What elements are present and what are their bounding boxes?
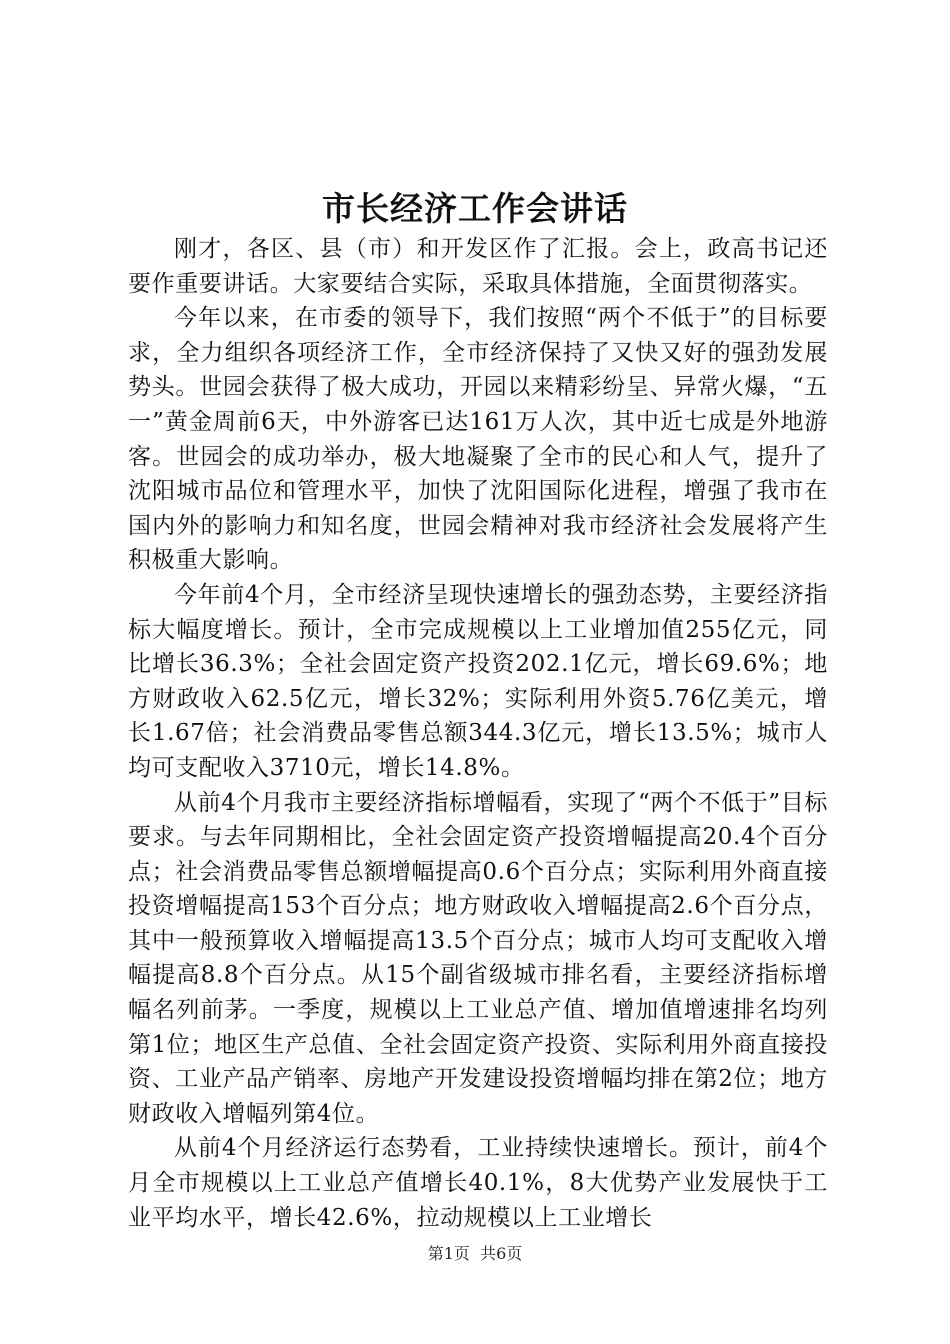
page-number: 第1页 bbox=[427, 1244, 470, 1263]
page-total: 共6页 bbox=[480, 1244, 523, 1263]
page-footer bbox=[0, 1242, 950, 1266]
paragraph: 刚才，各区、县（市）和开发区作了汇报。会上，政高书记还要作重要讲话。大家要结合实际，采取具体措施，全面贯彻落实。 bbox=[128, 236, 828, 297]
document-body bbox=[128, 232, 828, 1235]
paragraph: 今年前4个月，全市经济呈现快速增长的强劲态势，主要经济指标大幅度增长。预计，全市完成规模以上工业增加值255亿元，同比增长36.3%；全社会固定资产投资202.1亿元，增长69.6%；地方财政收入62.5亿元，增长32%；实际利用外资5.76亿美元，增长1.67倍；社会消费品零售总额344.3亿元，增长13.5%；城市人均可支配收入3710元，增长14.8%。 bbox=[128, 581, 828, 781]
paragraph: 今年以来，在市委的领导下，我们按照“两个不低于”的目标要求，全力组织各项经济工作，全市经济保持了又快又好的强劲发展势头。世园会获得了极大成功，开园以来精彩纷呈、异常火爆，“五一”黄金周前6天，中外游客已达161万人次，其中近七成是外地游客。世园会的成功举办，极大地凝聚了全市的民心和人气，提升了沈阳城市品位和管理水平，加快了沈阳国际化进程，增强了我市在国内外的影响力和知名度，世园会精神对我市经济社会发展将产生积极重大影响。 bbox=[128, 305, 828, 574]
paragraph: 从前4个月我市主要经济指标增幅看，实现了“两个不低于”目标要求。与去年同期相比，全社会固定资产投资增幅提高20.4个百分点；社会消费品零售总额增幅提高0.6个百分点；实际利用外商直接投资增幅提高153个百分点；地方财政收入增幅提高2.6个百分点，其中一般预算收入增幅提高13.5个百分点；城市人均可支配收入增幅提高8.8个百分点。从15个副省级城市排名看，主要经济指标增幅名列前茅。一季度，规模以上工业总产值、增加值增速排名均列第1位；地区生产总值、全社会固定资产投资、实际利用外商直接投资、工业产品产销率、房地产开发建设投资增幅均排在第2位；地方财政收入增幅列第4位。 bbox=[128, 789, 828, 1127]
paragraph: 从前4个月经济运行态势看，工业持续快速增长。预计，前4个月全市规模以上工业总产值增长40.1%，8大优势产业发展快于工业平均水平，增长42.6%，拉动规模以上工业增长 bbox=[128, 1135, 828, 1231]
document-title: 市长经济工作会讲话 bbox=[322, 189, 628, 228]
